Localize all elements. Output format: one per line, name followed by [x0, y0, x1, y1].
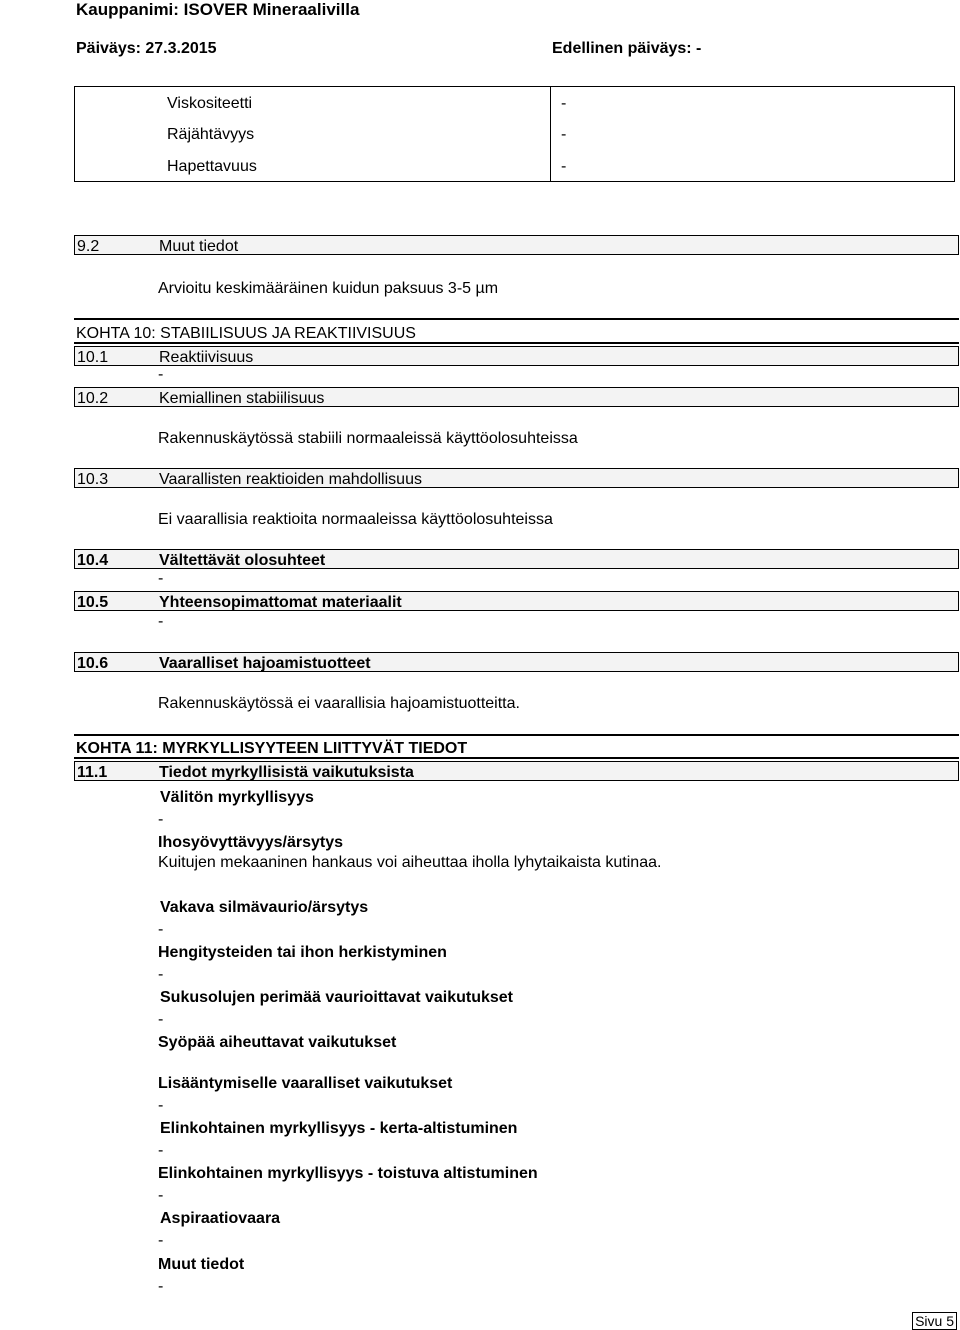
- subsection-title: Reaktiivisuus: [159, 349, 254, 366]
- acute-toxicity-value: -: [158, 811, 164, 828]
- subsection-number: 10.5: [77, 594, 109, 611]
- section-top-rule: [74, 318, 959, 320]
- eye-damage-title: Vakava silmävaurio/ärsytys: [160, 899, 369, 916]
- reproductive-toxicity-title: Lisääntymiselle vaaralliset vaikutukset: [158, 1075, 453, 1092]
- subsection-number: 10.2: [77, 390, 109, 407]
- subsection-10-3-header: [74, 468, 959, 488]
- stot-repeated-value: -: [158, 1187, 164, 1204]
- subsection-number: 10.3: [77, 471, 109, 488]
- property-value: -: [561, 95, 567, 112]
- property-name: Hapettavuus: [167, 158, 257, 175]
- carcinogenicity-title: Syöpää aiheuttavat vaikutukset: [158, 1034, 397, 1051]
- subsection-title: Vaarallisten reaktioiden mahdollisuus: [159, 471, 422, 488]
- aspiration-hazard-value: -: [158, 1232, 164, 1249]
- other-info-value: -: [158, 1278, 164, 1295]
- section-10-header: [74, 322, 959, 344]
- reproductive-toxicity-value: -: [158, 1097, 164, 1114]
- subsection-10-4-header: [74, 549, 959, 569]
- property-value: -: [561, 158, 567, 175]
- subsection-title: Tiedot myrkyllisistä vaikutuksista: [159, 764, 414, 781]
- section-title: KOHTA 10: STABIILISUUS JA REAKTIIVISUUS: [76, 325, 416, 342]
- conditions-value: -: [158, 570, 164, 587]
- aspiration-hazard-title: Aspiraatiovaara: [160, 1210, 281, 1227]
- table-row: [75, 118, 954, 148]
- property-name: Räjähtävyys: [167, 126, 255, 143]
- sensitisation-value: -: [158, 966, 164, 983]
- section-11-header: [74, 737, 959, 759]
- properties-table: [74, 86, 955, 182]
- subsection-number: 10.6: [77, 655, 109, 672]
- table-row: [75, 87, 954, 117]
- reactivity-value: -: [158, 366, 164, 383]
- other-info-title: Muut tiedot: [158, 1256, 245, 1273]
- mutagenicity-value: -: [158, 1011, 164, 1028]
- eye-damage-value: -: [158, 921, 164, 938]
- subsection-number: 10.4: [77, 552, 109, 569]
- page-number: Sivu 5: [912, 1312, 957, 1330]
- subsection-title: Vaaralliset hajoamistuotteet: [159, 655, 371, 672]
- subsection-title: Yhteensopimattomat materiaalit: [159, 594, 402, 611]
- document-date: Päiväys: 27.3.2015: [76, 40, 217, 57]
- table-row: [75, 150, 954, 180]
- stability-text: Rakennuskäytössä stabiili normaaleissä käyttöolosuhteissa: [158, 430, 578, 447]
- decomposition-products-text: Rakennuskäytössä ei vaarallisia hajoamistuotteitta.: [158, 695, 520, 712]
- fiber-thickness-text: Arvioitu keskimääräinen kuidun paksuus 3-5 µm: [158, 280, 499, 297]
- hazardous-reactions-text: Ei vaarallisia reaktioita normaaleissa käyttöolosuhteissa: [158, 511, 553, 528]
- property-name: Viskositeetti: [167, 95, 253, 112]
- subsection-title: Muut tiedot: [159, 238, 239, 255]
- subsection-10-2-header: [74, 387, 959, 407]
- sensitisation-title: Hengitysteiden tai ihon herkistyminen: [158, 944, 447, 961]
- subsection-title: Kemiallinen stabiilisuus: [159, 390, 325, 407]
- acute-toxicity-title: Välitön myrkyllisyys: [160, 789, 314, 806]
- previous-date: Edellinen päiväys: -: [552, 40, 702, 57]
- stot-single-title: Elinkohtainen myrkyllisyys - kerta-altistuminen: [160, 1120, 518, 1137]
- subsection-9-2-header: [74, 235, 959, 255]
- subsection-number: 11.1: [77, 764, 108, 781]
- property-value: -: [561, 126, 567, 143]
- subsection-title: Vältettävät olosuhteet: [159, 552, 326, 569]
- mutagenicity-title: Sukusolujen perimää vaurioittavat vaikutukset: [160, 989, 514, 1006]
- section-title: KOHTA 11: MYRKYLLISYYTEEN LIITTYVÄT TIEDOT: [76, 740, 468, 757]
- subsection-10-6-header: [74, 652, 959, 672]
- section-top-rule: [74, 734, 959, 736]
- subsection-number: 10.1: [77, 349, 109, 366]
- subsection-11-1-header: [74, 761, 959, 781]
- incompatible-materials-value: -: [158, 613, 164, 630]
- subsection-10-1-header: [74, 346, 959, 366]
- stot-repeated-title: Elinkohtainen myrkyllisyys - toistuva altistuminen: [158, 1165, 538, 1182]
- skin-irritation-title: Ihosyövyttävyys/ärsytys: [158, 834, 343, 851]
- subsection-number: 9.2: [77, 238, 100, 255]
- subsection-10-5-header: [74, 591, 959, 611]
- document-title: Kauppanimi: ISOVER Mineraalivilla: [76, 0, 360, 19]
- skin-irritation-text: Kuitujen mekaaninen hankaus voi aiheuttaa iholla lyhytaikaista kutinaa.: [158, 854, 662, 871]
- stot-single-value: -: [158, 1142, 164, 1159]
